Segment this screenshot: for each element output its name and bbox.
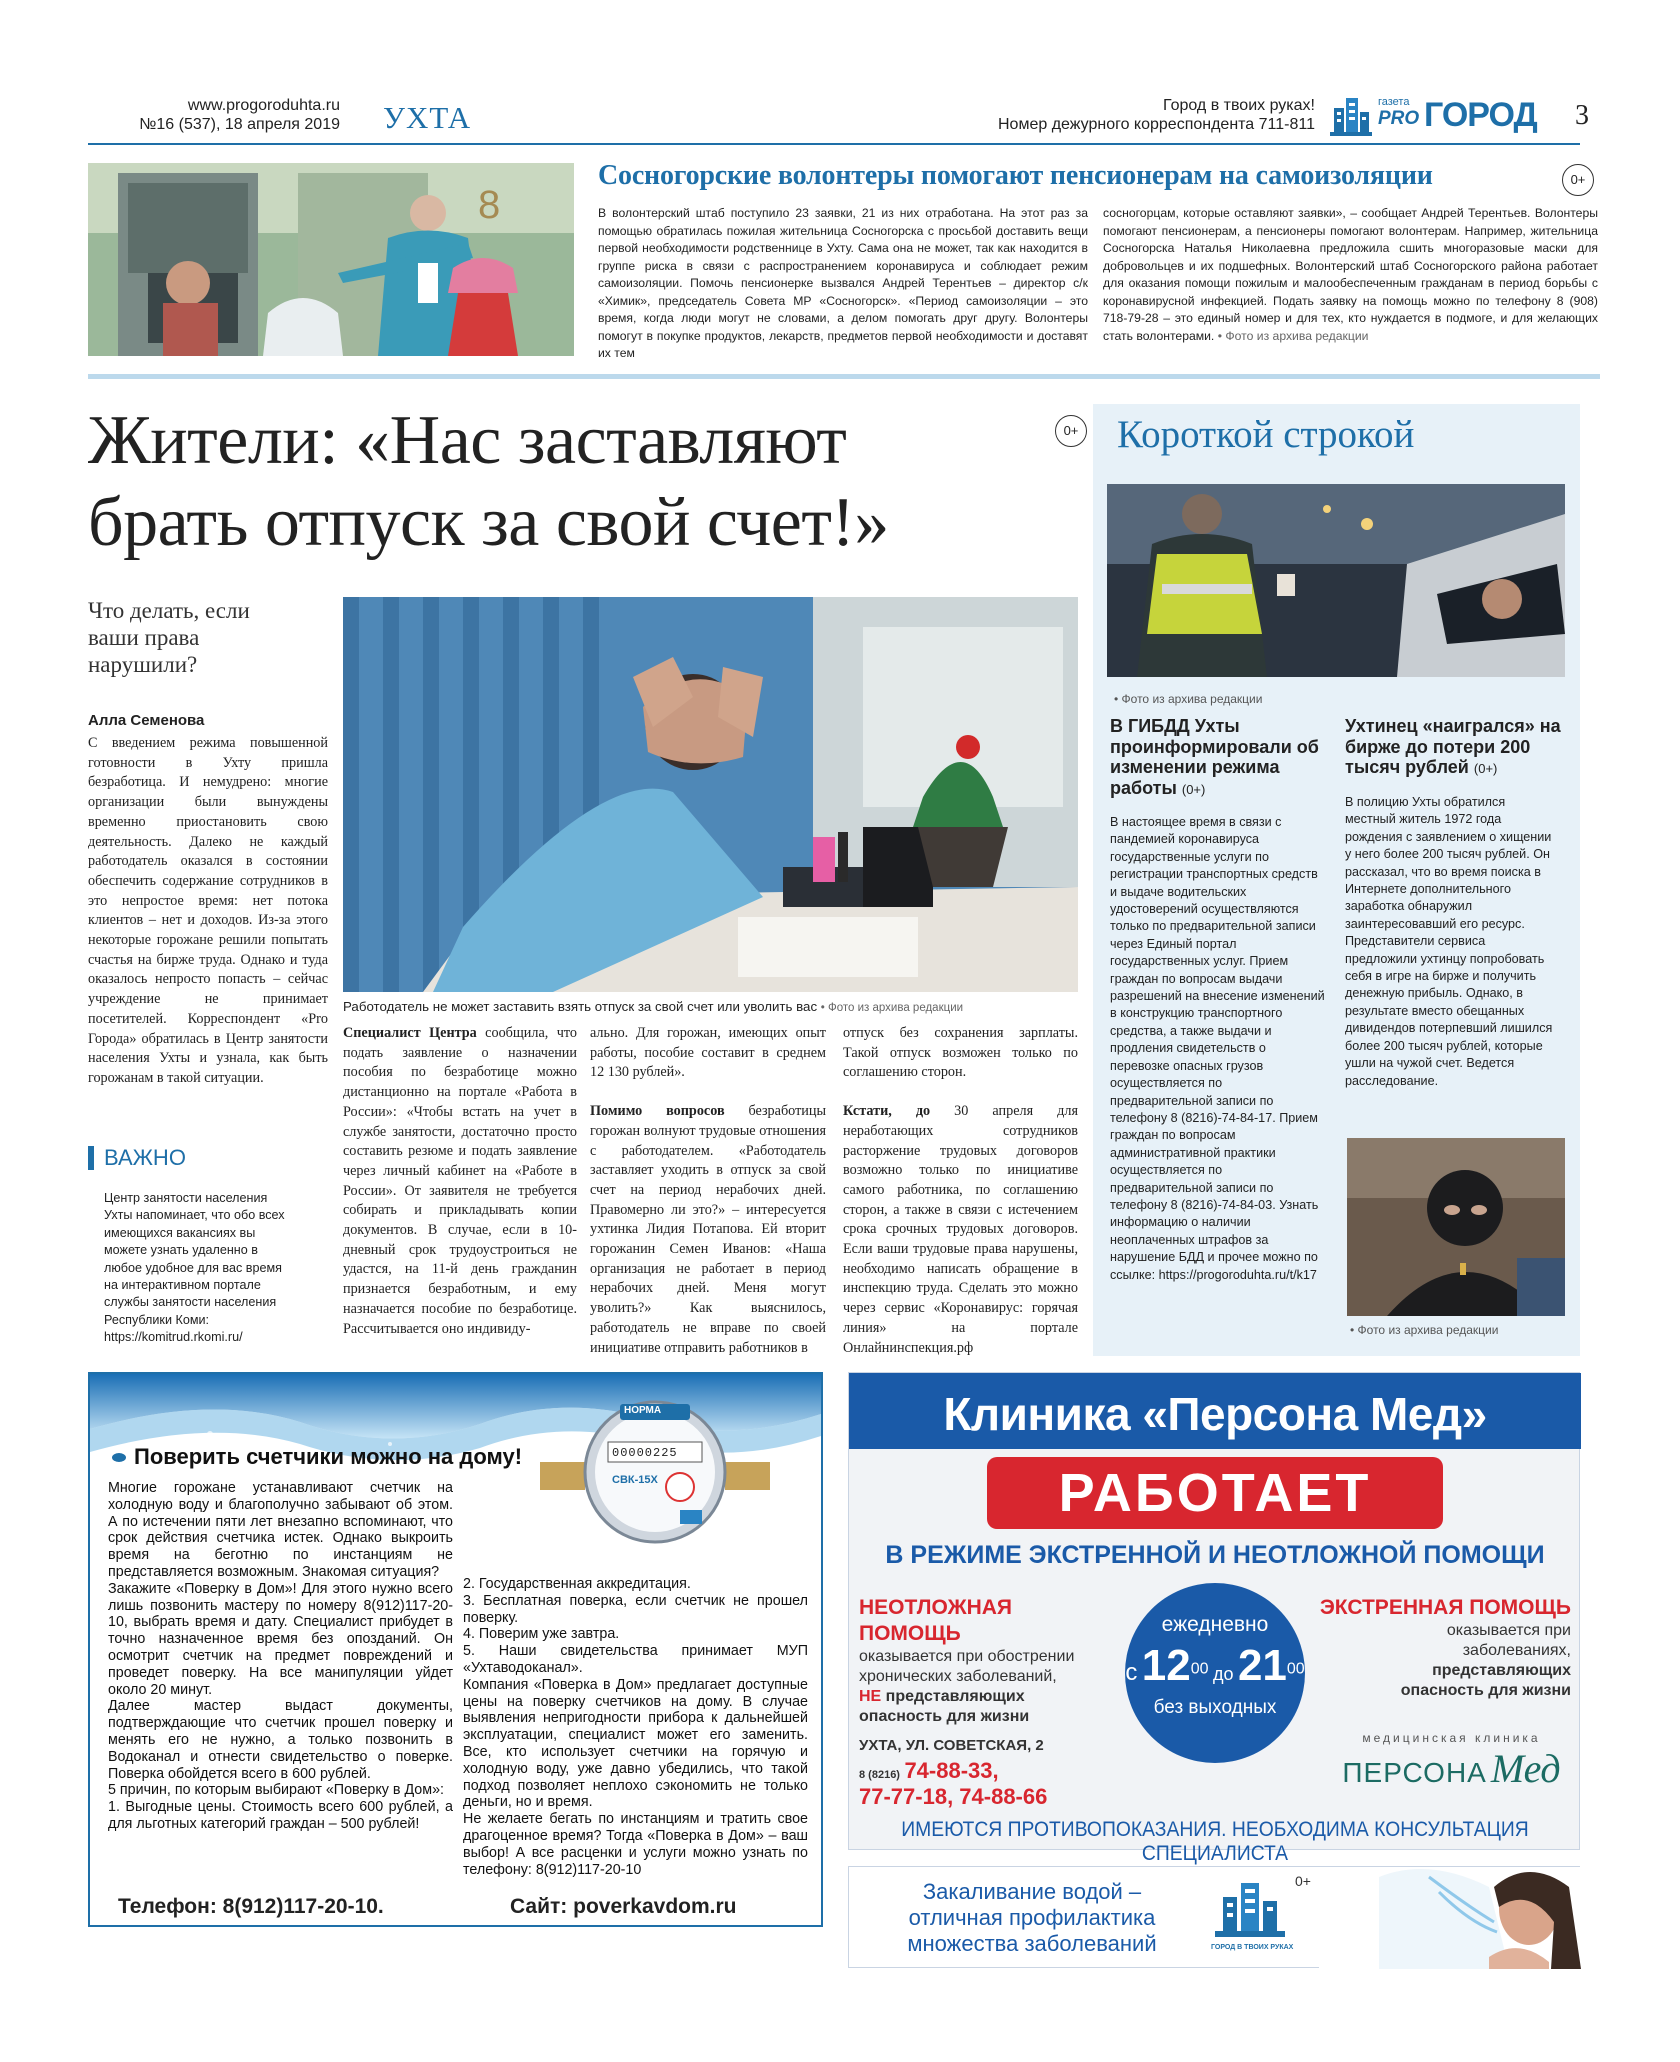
top-story-col2-text: сосногорцам, которые оставляют заявки», – сообщает Андрей Терентьев. Волонтеры помогают пенсионерам, а пенсионеры помогают волонтерам. Например, жительница Сосногорска Наталья Николаевна предложила сшить многоразовые маски для добровольцев и их подшефных. Волонтерский штаб Сосногорского района работает для оказания помощи пожилым и малообеспеченным гражданам в период борьбы с коронавирусной инфекцией. Подать заявку на помощь можно по телефону 8 (908) 718-79-28 – это единый номер и для тех, кто нуждается в подмоге, и для желающих стать волонтерами. bbox=[1103, 206, 1598, 343]
meter-model: СВК-15Х bbox=[612, 1474, 658, 1486]
clinic-hours-from-sup: 00 bbox=[1190, 1660, 1209, 1678]
logo-small-text: газета bbox=[1378, 96, 1410, 108]
short-story2-age: (0+) bbox=[1473, 761, 1498, 776]
volunteers-photo bbox=[88, 163, 574, 356]
meters-ad-title: Поверить счетчики можно на дому! bbox=[134, 1444, 523, 1469]
page-number: 3 bbox=[1575, 100, 1589, 131]
short-story2-headline: Ухтинец «наигрался» на бирже до потери 200 тысяч рублей bbox=[1345, 716, 1561, 777]
clinic-works-badge: РАБОТАЕТ bbox=[987, 1457, 1443, 1529]
main-col2-para-a: ально. Для горожан, имеющих опыт работы, пособие составит в среднем 12 130 рублей». bbox=[590, 1025, 826, 1081]
header-site[interactable]: www.progoroduhta.ru bbox=[187, 97, 340, 114]
important-marker bbox=[88, 1146, 94, 1170]
newspaper-logo bbox=[1330, 94, 1560, 138]
clinic-phones bbox=[859, 1758, 1047, 1810]
short-story1-age: (0+) bbox=[1181, 781, 1206, 797]
hardening-line3: множества заболеваний bbox=[907, 1931, 1157, 1956]
short-story1-headline: В ГИБДД Ухты проинформировали об изменении режима работы bbox=[1110, 716, 1319, 798]
meters-ad-site[interactable]: Сайт: poverkavdom.ru bbox=[510, 1895, 737, 1918]
main-intro: С введением режима повышенной готовности в Ухту пришла безработица. И немудрено: многие организации были вынуждены временно приостановить свою деятельность. Далеко не каждый работодатель оказался в состоянии обеспечить содержание сотрудников в это непростое время: нет потока клиентов – нет и доходов. Из-за этого некоторые горожане решили попытать счастья на бирже труда. Однако и туда оказалось непросто попасть – сейчас учреждение не принимает посетителей. Корреспондент «Pro Города» обратилась в Центр занятости населения Ухты и узнала, как быть горожанам в такой ситуации. bbox=[88, 735, 328, 1086]
clinic-title: Клиника «Персона Мед» bbox=[943, 1388, 1487, 1440]
clinic-daily: ежедневно bbox=[1161, 1613, 1269, 1636]
clinic-ad bbox=[848, 1372, 1580, 1865]
main-photo bbox=[343, 597, 1078, 992]
main-lead: Что делать, если ваши права нарушили? bbox=[88, 598, 250, 677]
main-col2-text: безработицы горожан волнуют трудовые отношения с работодателем. «Работодатель заставляет уходить в отпуск за свой счет на период нерабочих дней. Правомерно ли это?» – интересуется ухтинка Лидия Потапова. Ей вторит горожанин Семен Иванов: «Наша организация не работает в период нерабочих дней. Меня могут уволить?» Как выяснилось, работодатель не вправе по своей инициативе отправить работников в bbox=[590, 1103, 826, 1356]
important-title-row bbox=[88, 1145, 328, 1171]
main-headline-line1: Жители: «Нас заставляют bbox=[88, 402, 847, 479]
main-col1-lead: Специалист Центра bbox=[343, 1025, 477, 1041]
hardening-logo bbox=[1211, 1877, 1294, 1963]
svg-text:8: 8 bbox=[478, 183, 501, 227]
clinic-right-l3: представляющих bbox=[1432, 1662, 1571, 1679]
clinic-left-block bbox=[859, 1595, 1119, 1727]
hardening-age: 0+ bbox=[1295, 1873, 1311, 1889]
main-age-badge: 0+ bbox=[1055, 415, 1087, 447]
meters-ad-left-text: Многие горожане устанавливают счетчик на холодную воду и благополучно забывают об этом. А по истечении пяти лет внезапно вспоминают, что срок действия счетчика истек. Однако выкроить время на беготню по инстанциям не представляется возможным. Знакомая ситуация? Закажите «Поверку в Дом»! Для этого нужно всего лишь позвонить мастеру по номеру 8(912)117-20-10, выбрать время и дату. Специалист прибудет в точно назначенное время без опозданий. Он осмотрит счетчик на предмет повреждений и проведет поверку. На все манипуляции уйдет около 20 минут. Далее мастер выдаст документы, подтверждающие что счетчик прошел поверку и менять его не нужно, а только позвонить в Водоканал и отнести свидетельство о поверке. Поверка обойдется всего в 600 рублей. 5 причин, по которым выбирают «Поверку в Дом»: 1. Выгодные цены. Стоимость всего 600 рублей, а для льготных категорий граждан – 500 рублей! bbox=[108, 1480, 453, 1832]
main-col1-text: сообщила, что подать заявление о назначении пособия по безработице можно дистанционно на портале «Работа в России»: «Чтобы встать на учет в службе занятости, достаточно просто составить резюме и подать заявление через личный кабинет на «Работе в России». От заявителя не требуется собирать и прикладывать копии документов. В случае, если в 10-дневный срок трудоустроиться не удастся, на 11-й день гражданин признается безработным, и ему назначается пособие по безработице. Рассчитывается оно индивиду- bbox=[343, 1025, 577, 1337]
police-photo bbox=[1107, 484, 1565, 677]
water-drop-icon bbox=[112, 1453, 126, 1462]
clinic-logo-sub: медицинская клиника bbox=[1362, 1731, 1541, 1745]
header-issue: №16 (537), 18 апреля 2019 bbox=[139, 116, 340, 133]
short-story1-head bbox=[1110, 716, 1330, 800]
clinic-right-head: ЭКСТРЕННАЯ ПОМОЩЬ bbox=[1319, 1596, 1571, 1619]
clinic-hours-to: 21 bbox=[1237, 1641, 1287, 1690]
meter-device bbox=[540, 1392, 770, 1542]
main-photo-caption bbox=[343, 999, 1088, 1014]
meters-ad-phone[interactable]: Телефон: 8(912)117-20-10. bbox=[118, 1895, 384, 1918]
top-story-col2 bbox=[1103, 205, 1598, 345]
main-headline bbox=[88, 400, 1068, 564]
main-col3-para-a: отпуск без сохранения зарплаты. Такой отпуск возможен только по соглашению сторон. bbox=[843, 1025, 1078, 1081]
header-slogan: Город в твоих руках! bbox=[1162, 97, 1315, 114]
police-photo-credit: • Фото из архива редакции bbox=[1114, 692, 1263, 706]
clinic-hours-circle bbox=[1125, 1583, 1305, 1763]
clinic-phone1[interactable]: 74-88-33, bbox=[904, 1758, 999, 1783]
header-issue-block bbox=[130, 96, 340, 134]
clinic-left-head: НЕОТЛОЖНАЯ ПОМОЩЬ bbox=[859, 1596, 1013, 1645]
meters-ad bbox=[88, 1372, 823, 1927]
header-right-block bbox=[990, 96, 1315, 134]
main-col3-lead: Кстати, до bbox=[843, 1103, 931, 1120]
logo-gorod: ГОРОД bbox=[1424, 96, 1537, 134]
clinic-left-l1: оказывается при обострении bbox=[859, 1648, 1075, 1665]
clinic-disclaimer: ИМЕЮТСЯ ПРОТИВОПОКАЗАНИЯ. НЕОБХОДИМА КОНСУЛЬТАЦИЯ СПЕЦИАЛИСТА bbox=[901, 1818, 1529, 1865]
clinic-left-not: НЕ bbox=[859, 1688, 882, 1705]
clinic-phone-code: 8 (8216) bbox=[859, 1769, 900, 1781]
section-rule bbox=[88, 374, 1600, 379]
clinic-right-block bbox=[1319, 1595, 1571, 1701]
main-col2-lead: Помимо вопросов bbox=[590, 1103, 725, 1120]
meter-digits: 00000225 bbox=[612, 1446, 678, 1460]
main-author: Алла Семенова bbox=[88, 712, 205, 729]
clinic-no-days-off: без выходных bbox=[1153, 1697, 1277, 1718]
header-rule bbox=[88, 143, 1580, 145]
short-news-title: Короткой строкой bbox=[1117, 413, 1415, 456]
hardening-photo bbox=[1319, 1867, 1581, 1969]
header-phone: Номер дежурного корреспондента 711-811 bbox=[998, 116, 1315, 133]
clinic-address: УХТА, УЛ. СОВЕТСКАЯ, 2 bbox=[859, 1737, 1044, 1754]
short-story1-text: В настоящее время в связи с пандемией коронавируса государственные услуги по регистрации транспортных средств и выдаче водительских удостоверений осуществляются только по предварительной записи через Единый портал государственных услуг. Прием граждан по вопросам выдачи разрешений на внесение изменений в конструкцию транспортного средства, а также выдачи и продления свидетельств о перевозке опасных грузов осуществляется по предварительной записи по телефону 8 (8216)-74-84-17. Прием граждан по вопросам административной практики осуществляется по предварительной записи по телефону 8 (8216)-74-84-03. Узнать информацию о наличии неоплаченных штрафов за нарушение БДД и прочее можно по ссылке: https://progoroduhta.ru/t/k17 bbox=[1110, 815, 1325, 1282]
short-story2-text: В полицию Ухты обратился местный житель 1972 года рождения с заявлением о хищении у него более 200 тысяч рублей. Он рассказал, что во время поиска в Интернете дополнительного заработка обнаружил заинтересовавший его ресурс. Представители сервиса предложили ухтинцу попробовать себя в игре на бирже и получить денежную прибыль. Однако, в результате вместо обещанных дивидендов потерпевший лишился более 200 тысяч рублей, которые ушли на чужой счет. Ведется расследование. bbox=[1345, 795, 1553, 1088]
short-story2-head bbox=[1345, 716, 1570, 780]
top-story-photo-credit: • Фото из архива редакции bbox=[1217, 328, 1369, 343]
main-col2 bbox=[590, 1024, 826, 1358]
meter-brand: НОРМА bbox=[624, 1405, 662, 1416]
top-story-age-badge: 0+ bbox=[1562, 164, 1594, 196]
clinic-left-l3 bbox=[859, 1687, 1119, 1707]
main-col3-para-b bbox=[843, 1102, 1078, 1358]
main-col3-text: 30 апреля для неработающих сотрудников расторжение трудовых договоров возможно только по инициативе самого работника, по соглашению сторон, а также в связи с истечением срока срочных трудовых договоров. Если ваши трудовые права нарушены, необходимо написать обращение в инспекцию труда. Сделать это можно через сервис «Коронавирус: горячая линия» на портале Онлайнинспекция.рф bbox=[843, 1103, 1078, 1356]
clinic-logo-main: ПЕРСОНА bbox=[1342, 1757, 1487, 1788]
top-story-col1: В волонтерский штаб поступило 23 заявки, 21 из них отработана. На этот раз за помощью обратилась пожилая жительница Сосногорска с просьбой доставить вещи первой необходимости родственнице в Ухту. Сама она не может, так как находится в группе риска в связи с распространением коронавируса и соблюдает режим самоизоляции. Помочь пенсионерке вызвался Андрей Терентьев – директор с/к «Химик», председатель Совета МР «Сосногорск». «Период самоизоляции – это время, когда люди могут не словами, а делом помогать друг другу. Волонтеры помогут в покупке продуктов, лекарств, предметов первой необходимости и доставят их тем bbox=[598, 206, 1088, 360]
clinic-logo-script: Мед bbox=[1490, 1746, 1561, 1791]
main-photo-credit: • Фото из архива редакции bbox=[820, 1002, 964, 1014]
main-col3 bbox=[843, 1024, 1078, 1358]
main-photo-caption-text: Работодатель не может заставить взять отпуск за свой счет или уволить вас bbox=[343, 999, 818, 1014]
logo-pro: PRO bbox=[1378, 108, 1420, 129]
meters-ad-title-row bbox=[112, 1444, 522, 1470]
hacker-photo bbox=[1347, 1138, 1565, 1316]
clinic-phone2[interactable]: 77-77-18, 74-88-66 bbox=[859, 1784, 1048, 1809]
clinic-left-l4: опасность для жизни bbox=[859, 1708, 1030, 1725]
clinic-hours-from: 12 bbox=[1141, 1641, 1191, 1690]
hardening-ad-text bbox=[877, 1879, 1187, 1957]
clinic-hours-to-sup: 00 bbox=[1286, 1660, 1305, 1678]
main-col2-para-b bbox=[590, 1102, 826, 1358]
city-in-hands-icon bbox=[1215, 1877, 1285, 1939]
clinic-logo bbox=[1329, 1731, 1574, 1792]
header-city: УХТА bbox=[383, 100, 472, 135]
clinic-right-l2: заболеваниях, bbox=[1462, 1642, 1571, 1659]
clinic-hours bbox=[1125, 1641, 1305, 1691]
top-story-headline: Сосногорские волонтеры помогают пенсионерам на самоизоляции bbox=[598, 160, 1433, 191]
important-title: ВАЖНО bbox=[104, 1145, 186, 1170]
clinic-mode: В РЕЖИМЕ ЭКСТРЕННОЙ И НЕОТЛОЖНОЙ ПОМОЩИ bbox=[885, 1541, 1545, 1569]
clinic-right-l1: оказывается при bbox=[1446, 1622, 1571, 1639]
hardening-line2: отличная профилактика bbox=[908, 1905, 1156, 1930]
hardening-ad bbox=[848, 1866, 1580, 1968]
hardening-logo-text: ГОРОД В ТВОИХ РУКАХ bbox=[1211, 1944, 1294, 1951]
main-col1 bbox=[343, 1024, 577, 1339]
clinic-hours-do: до bbox=[1212, 1664, 1234, 1684]
city-logo-icon bbox=[1330, 94, 1372, 138]
important-box bbox=[88, 1145, 328, 1347]
main-headline-line2: брать отпуск за свой счет!» bbox=[88, 484, 889, 561]
clinic-hours-s: с bbox=[1125, 1659, 1138, 1686]
hardening-line1: Закаливание водой – bbox=[922, 1879, 1142, 1904]
clinic-logo-row bbox=[1329, 1745, 1574, 1792]
clinic-left-l2: хронических заболеваний, bbox=[859, 1668, 1057, 1685]
clinic-left-l3-text: представляющих bbox=[881, 1688, 1025, 1705]
clinic-right-l4: опасность для жизни bbox=[1400, 1682, 1571, 1699]
meters-ad-right-text: 2. Государственная аккредитация. 3. Бесплатная поверка, если счетчик не прошел поверку. 4. Поверим уже завтра. 5. Наши свидетельства принимает МУП «Ухтаводоканал». Компания «Поверка в Дом» предлагает доступные цены на поверку счетчиков на дому. В случае выявления непригодности прибора к дальнейшей эксплуатации, специалист может его заменить. Все, кто использует счетчики на горячую и холодную воду, уже давно убедились, что такой подход позволяет неплохо сэкономить не только деньги, но и время. Не желаете бегать по инстанциям и тратить свое драгоценное время? Тогда «Поверка в Дом» – ваш выбор! А все расценки и услуги можно узнать по телефону: 8(912)117-20-10 bbox=[463, 1576, 808, 1878]
important-text: Центр занятости населения Ухты напоминает, что обо всех имеющихся вакансиях вы можете узнать удаленно в любое удобное для вас время на интерактивном портале службы занятости населения Республики Коми: https://komitrud.rkomi.ru/ bbox=[104, 1191, 285, 1345]
hacker-photo-credit: • Фото из архива редакции bbox=[1350, 1323, 1499, 1337]
